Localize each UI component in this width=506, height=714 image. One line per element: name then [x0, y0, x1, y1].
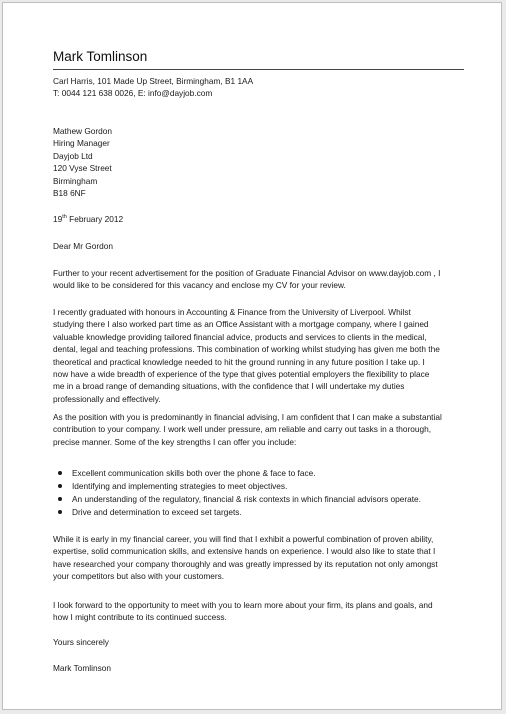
- list-item: An understanding of the regulatory, financial & risk contexts in which financial advisors operate.: [53, 493, 421, 506]
- paragraph-background: [53, 306, 465, 405]
- paragraph-line: your competitors but also with your customers.: [53, 571, 225, 582]
- paragraph-line: how I might contribute to its continued success.: [53, 612, 227, 623]
- list-item: Identifying and implementing strategies to meet objectives.: [53, 480, 421, 493]
- date-day: 19: [53, 214, 63, 224]
- list-item: Excellent communication skills both over the phone & face to face.: [53, 467, 421, 480]
- sender-address: Carl Harris, 101 Made Up Street, Birmingham, B1 1AA: [53, 76, 254, 86]
- recipient-postcode: B18 6NF: [53, 188, 86, 199]
- paragraph-line: me in a broad range of demanding situations, with the confidence that I will undertake my duties: [53, 381, 405, 392]
- paragraph-line: While it is early in my financial career, you will find that I exhibit a powerful combination of proven ability,: [53, 534, 434, 544]
- list-item: Drive and determination to exceed set targets.: [53, 506, 421, 519]
- letter-date: [53, 213, 123, 225]
- signature-name: Mark Tomlinson: [53, 663, 111, 673]
- paragraph-line: would like to be considered for this vacancy and enclose my CV for your review.: [53, 280, 346, 291]
- bullet-icon: [58, 497, 62, 501]
- bullet-icon: [58, 471, 62, 475]
- paragraph-line: professionally and effectively.: [53, 393, 161, 404]
- recipient-city: Birmingham: [53, 175, 98, 186]
- bullet-icon: [58, 484, 62, 488]
- closing: Yours sincerely: [53, 637, 109, 647]
- paragraph-line: I recently graduated with honours in Accounting & Finance from the University of Liverpool. Whilst: [53, 307, 411, 317]
- paragraph-line: studying there I also worked part time as an Office Assistant with a mortgage company, where I gained: [53, 319, 429, 330]
- paragraph-position: [53, 411, 465, 448]
- header-divider: [53, 69, 464, 70]
- paragraph-closing: [53, 599, 465, 624]
- salutation: Dear Mr Gordon: [53, 241, 113, 251]
- recipient-name: Mathew Gordon: [53, 126, 113, 136]
- paragraph-line: now have a wide breadth of experience of the type that gives potential employers the flexibility to place: [53, 369, 430, 380]
- sender-details: [53, 75, 253, 100]
- recipient-street: 120 Vyse Street: [53, 163, 112, 174]
- letter-page: [2, 2, 502, 710]
- bullet-icon: [58, 510, 62, 514]
- paragraph-line: precise manner. Some of the key strengths I can offer you include:: [53, 436, 297, 447]
- sender-name: Mark Tomlinson: [53, 49, 148, 64]
- date-suffix: th: [62, 214, 67, 221]
- paragraph-line: expertise, solid communication skills, and extensive hands on experience. I would also like to state that I: [53, 546, 436, 557]
- paragraph-line: Further to your recent advertisement for the position of Graduate Financial Advisor on www.dayjob.com , I: [53, 268, 441, 278]
- paragraph-line: contribution to your company. I work well under pressure, am reliable and carry out tasks in a thorough,: [53, 424, 432, 435]
- recipient-address: [53, 125, 112, 199]
- paragraph-line: dental, legal and teaching professions. This combination of working whilst studying has given me both the: [53, 344, 440, 355]
- paragraph-experience: [53, 533, 465, 583]
- paragraph-line: have researched your company thoroughly and was greatly impressed by its reputation not only amongst: [53, 558, 438, 569]
- paragraph-line: As the position with you is predominantly in financial advising, I am confident that I can make a substantial: [53, 412, 442, 422]
- recipient-title: Hiring Manager: [53, 138, 110, 149]
- sender-contact: T: 0044 121 638 0026, E: info@dayjob.com: [53, 88, 213, 99]
- paragraph-intro: [53, 267, 465, 292]
- paragraph-line: I look forward to the opportunity to meet with you to learn more about your firm, its plans and goals, and: [53, 600, 433, 610]
- paragraph-line: theoretical and practical knowledge needed to hit the ground running in any future position I take up. I: [53, 356, 425, 367]
- recipient-company: Dayjob Ltd: [53, 150, 93, 161]
- paragraph-line: valuable knowledge providing tailored financial advice, products and services to clients in the medical,: [53, 331, 427, 342]
- strengths-list: [53, 467, 421, 519]
- date-rest: February 2012: [66, 214, 124, 224]
